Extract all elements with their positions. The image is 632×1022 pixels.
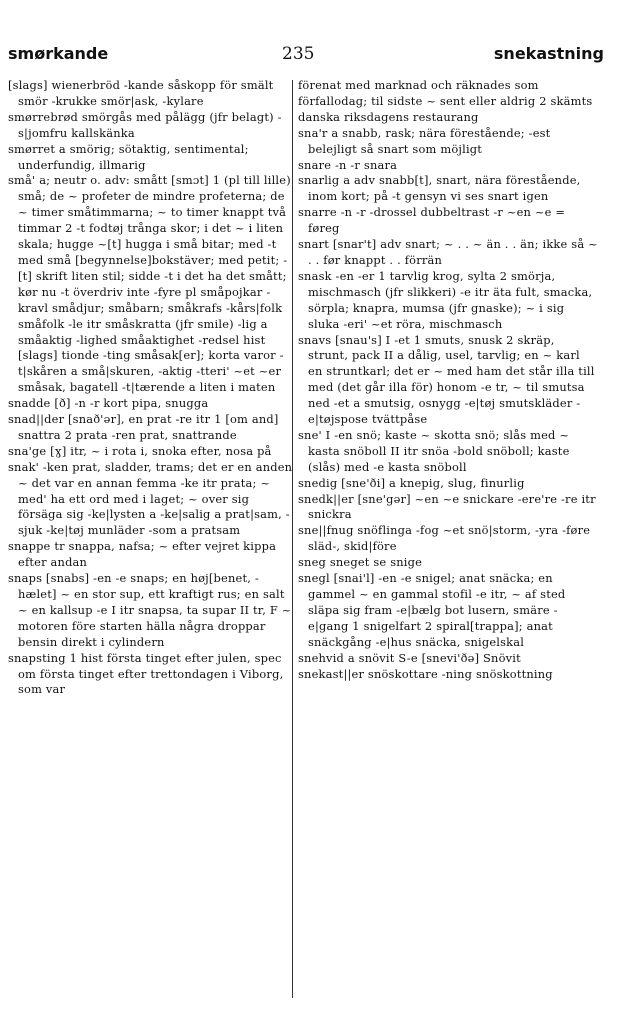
- dictionary-entry: snart [snar't] adv snart; ~ . . ~ än . . än; ikke så ~ . . før knappt . . förrän: [298, 237, 598, 267]
- dictionary-entry: sne||fnug snöflinga -fog ~et snö|storm, -yra -føre släd-, skid|före: [298, 523, 591, 554]
- dictionary-entry: snask -en -er 1 tarvlig krog, sylta 2 smörja, mischmasch (jfr slikkeri) -e itr äta fult, smacka, sörpla; knapra, mumsa (jfr gnaske); ~ i sig sluka -eri' ~et röra, mischmasch: [298, 268, 593, 331]
- left-column: [8, 78, 296, 698]
- dictionary-entry: snedk||er [sne'gər] ~en ~e snickare -ere're -re itr snickra: [298, 491, 596, 522]
- dictionary-entry: snare -n -r snara: [298, 157, 398, 172]
- dictionary-entry: snad||der [snað'ər], en prat -re itr 1 [om and] snattra 2 prata -ren prat, snattrande: [8, 412, 279, 442]
- dictionary-entry: snadde [ð] -n -r kort pipa, snugga: [8, 396, 209, 411]
- dictionary-entry: [slags] wienerbröd -kande såskopp för smält smör -krukke smör|ask, -kylare: [8, 78, 274, 108]
- dictionary-entry: sna'ge [ɣ] itr, ~ i rota i, snoka efter, nosa på: [8, 443, 272, 458]
- dictionary-entry: snavs [snau's] I -et 1 smuts, snusk 2 skräp, strunt, pack II a dålig, usel, tarvlig; en ~ karl en struntkarl; det er ~ med ham det står illa till med (det går illa för) honom -e tr, ~ til smutsa ned -et a smutsig, osnygg -e|tøj smutskläder -e|tøjspose tvättpåse: [298, 332, 595, 427]
- left-running-headword: smørkande: [8, 44, 109, 63]
- dictionary-entry: snarlig a adv snabb[t], snart, nära förestående, inom kort; på -t gensyn vi ses snart igen: [298, 173, 581, 204]
- dictionary-entry: små' a; neutr o. adv: smått [smɔt] 1 (pl till lille) små; de ~ profeter de mindre profeterna; de ~ timer småtimmarna; ~ to timer knappt två timmar 2 -t fodtøj trånga skor; i det ~ i liten skala; hugge ~[t] hugga i små bitar; med -t med små [begynnelse]bokstäver; med petit; -[t] skrift liten stil; sidde -t i det ha det smått; kør nu -t överdriv inte -fyre pl småpojkar -kravl smådjur; småbarn; småkrafs -kårs|folk småfolk -le itr småskratta (jfr smile) -lig a småaktig -lighed småaktighet -redsel hist [slags] tionde -ting småsak[er]; korta varor -t|skåren a små|skuren, -aktig -tteri' ~et ~er småsak, bagatell -t|tærende a liten i maten: [8, 173, 291, 395]
- dictionary-entry: snappe tr snappa, nafsa; ~ efter vejret kippa efter andan: [8, 539, 277, 570]
- right-column: [298, 78, 598, 682]
- dictionary-entry: förenat med marknad och räknades som förfallodag; til sidste ~ sent eller aldrig 2 skämts danska riksdagens restaurang: [298, 78, 593, 124]
- dictionary-entry: snaps [snabs] -en -e snaps; en høj[benet, -hælet] ~ en stor sup, ett kraftigt rus; en salt ~ en kallsup -e I itr snapsa, ta supar II tr, F ~ motoren före starten hälla några droppar bensin direkt i cylindern: [8, 571, 292, 649]
- right-running-headword: snekastning: [493, 44, 604, 63]
- dictionary-entry: snekast||er snöskottare -ning snöskottning: [298, 666, 553, 681]
- dictionary-entry: sne' I -en snö; kaste ~ skotta snö; slås med ~ kasta snöboll II itr snöa -bold snöboll; kaste (slås) med -e kasta snöboll: [298, 427, 570, 474]
- dictionary-entry: sna'r a snabb, rask; nära förestående; -est belejligt så snart som möjligt: [298, 125, 551, 156]
- column-divider: [292, 80, 293, 998]
- dictionary-entry: snedig [sne'ði] a knepig, slug, finurlig: [298, 475, 525, 490]
- page-header: [0, 0, 632, 70]
- dictionary-entry: smørrebrød smörgås med pålägg (jfr belagt) -s|jomfru kallskänka: [8, 109, 282, 140]
- dictionary-entry: snegl [snai'l] -en -e snigel; anat snäcka; en gammel ~ en gammal stofil -e itr, ~ af sted släpa sig fram -e|bælg bot lusern, smäre -e|gang 1 snigelfart 2 spiral[trappa]; anat snäckgång -e|hus snäcka, snigelskal: [298, 571, 566, 649]
- page-number: 235: [282, 44, 315, 64]
- dictionary-entry: snarre -n -r -drossel dubbeltrast -r ~en ~e = føreg: [298, 205, 566, 236]
- dictionary-entry: sneg sneget se snige: [298, 555, 423, 570]
- dictionary-entry: snak' -ken prat, sladder, trams; det er en anden ~ det var en annan femma -ke itr prata; ~ med' ha ett ord med i laget; ~ over sig försäga sig -ke|lysten a -ke|salig a prat|sam, -sjuk -ke|tøj munläder -som a pratsam: [8, 459, 293, 538]
- dictionary-entry: snapsting 1 hist första tinget efter julen, spec om första tinget efter trettondagen i Viborg, som var: [8, 650, 284, 697]
- dictionary-entry: snehvid a snövit S-e [snevi'ðə] Snövit: [298, 650, 521, 665]
- dictionary-entry: smørret a smörig; sötaktig, sentimental; underfundig, illmarig: [8, 141, 249, 172]
